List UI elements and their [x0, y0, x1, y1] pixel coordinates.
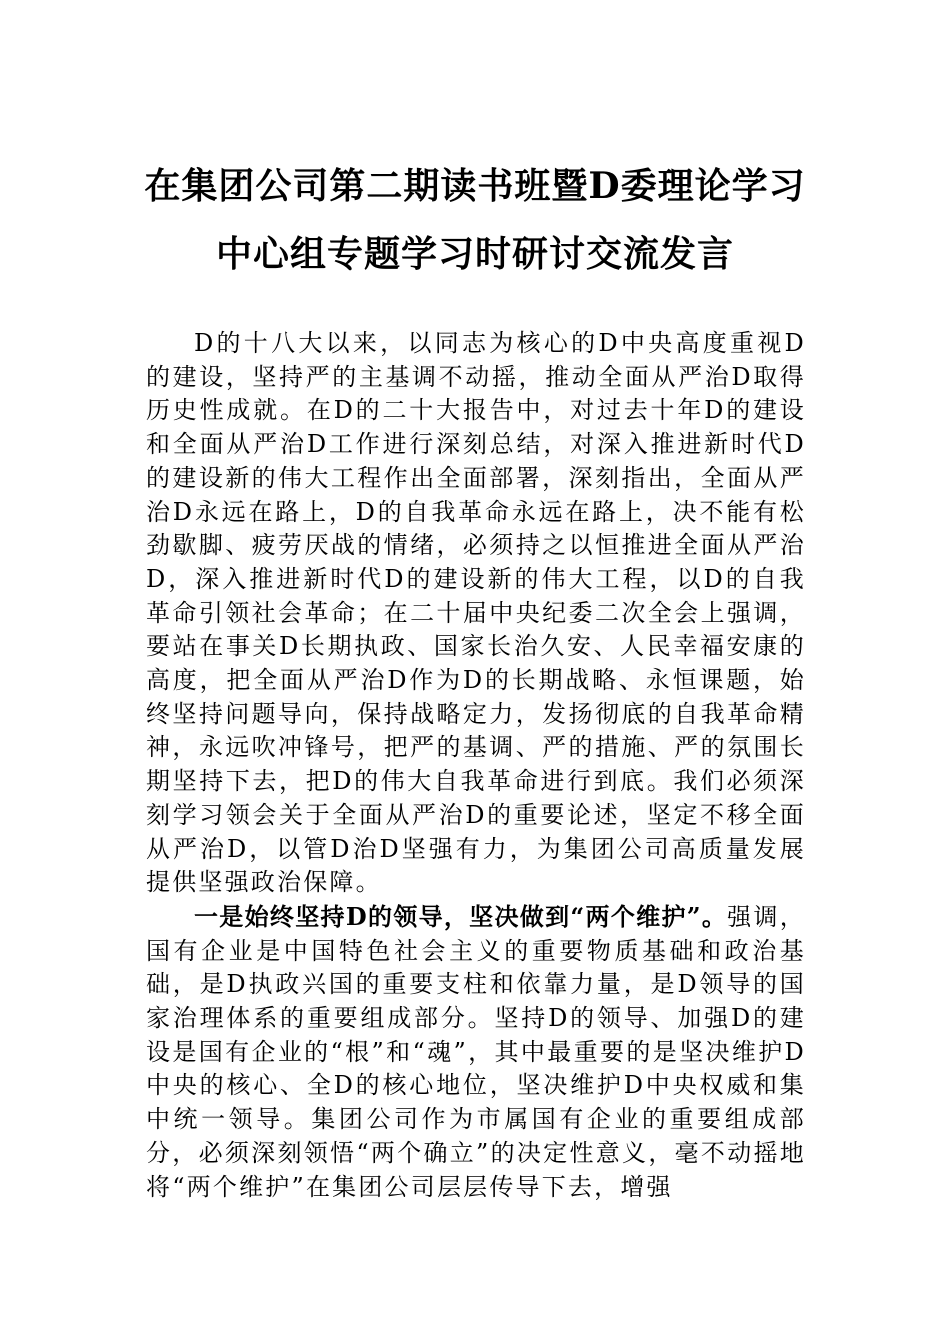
paragraph-point-one-body: 强调，国有企业是中国特色社会主义的重要物质基础和政治基础，是D执政兴国的重要支柱和依靠力量，是D领导的国家治理体系的重要组成部分。坚持D的领导、加强D的建设是国有企业的“根”和“魂”，其中最重要的是坚决维护D中央的核心、全D的核心地位，坚决维护D中央权威和集中统一领导。集团公司作为市属国有企业的重要组成部分，必须深刻领悟“两个确立”的决定性意义，毫不动摇地将“两个维护”在集团公司层层传导下去，增强 [146, 902, 806, 1201]
paragraph-point-one-heading: 一是始终坚持D的领导，坚决做到“两个维护”。 [194, 901, 728, 931]
document-title-line-1: 在集团公司第二期读书班暨D委理论学习 [144, 165, 806, 207]
document-body [146, 327, 806, 1204]
paragraph-intro: D的十八大以来，以同志为核心的D中央高度重视D的建设，坚持严的主基调不动摇，推动全面从严治D取得历史性成就。在D的二十大报告中，对过去十年D的建设和全面从严治D工作进行深刻总结，对深入推进新时代D的建设新的伟大工程作出全面部署，深刻指出，全面从严治D永远在路上，D的自我革命永远在路上，决不能有松劲歇脚、疲劳厌战的情绪，必须持之以恒推进全面从严治D，深入推进新时代D的建设新的伟大工程，以D的自我革命引领社会革命；在二十届中央纪委二次全会上强调，要站在事关D长期执政、国家长治久安、人民幸福安康的高度，把全面从严治D作为D的长期战略、永恒课题，始终坚持问题导向，保持战略定力，发扬彻底的自我革命精神，永远吹冲锋号，把严的基调、严的措施、严的氛围长期坚持下去，把D的伟大自我革命进行到底。我们必须深刻学习领会关于全面从严治D的重要论述，坚定不移全面从严治D，以管D治D坚强有力，为集团公司高质量发展提供坚强政治保障。 [146, 329, 806, 897]
document-title-line-2: 中心组专题学习时研讨交流发言 [215, 233, 734, 275]
paragraph-point-one [146, 900, 806, 1204]
